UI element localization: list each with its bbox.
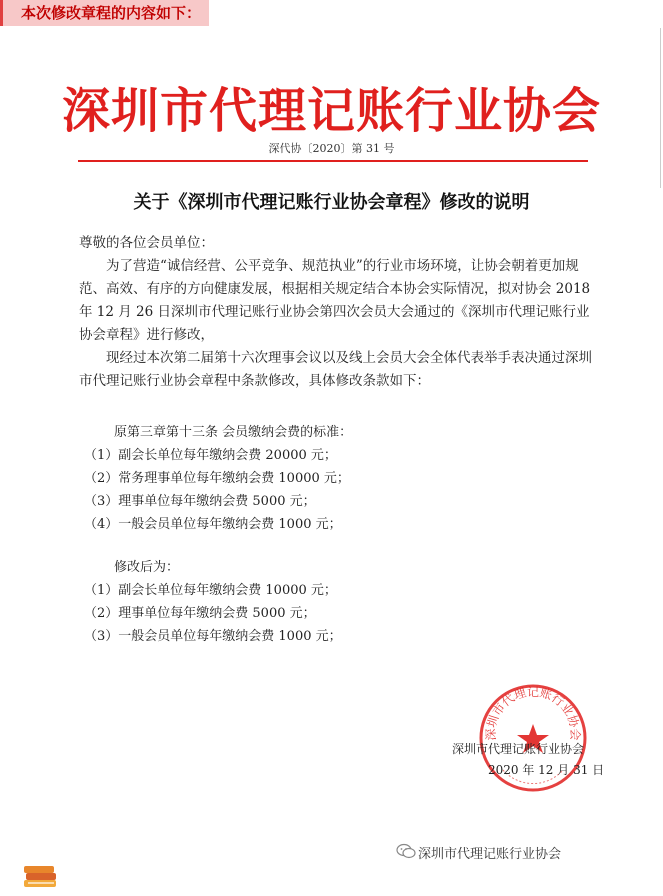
highlight-banner: 本次修改章程的内容如下： xyxy=(0,0,209,26)
revised-clause xyxy=(84,556,342,648)
letter-body xyxy=(79,232,595,393)
seal-text: 深圳市代理记账行业协会 xyxy=(483,684,583,741)
list-item: （1）副会长单位每年缴纳会费 20000 元； xyxy=(84,448,337,463)
list-item: （3）一般会员单位每年缴纳会费 1000 元； xyxy=(84,629,342,644)
list-item: （3）理事单位每年缴纳会费 5000 元； xyxy=(84,494,316,509)
list-item: （2）常务理事单位每年缴纳会费 10000 元； xyxy=(84,471,350,486)
original-clause xyxy=(84,421,352,536)
document-title: 关于《深圳市代理记账行业协会章程》修改的说明 xyxy=(133,192,530,213)
paragraph-resolution: 现经过本次第二届第十六次理事会议以及线上会员大会全体代表举手表决通过深圳市代理记账行业协会章程中条款修改，具体修改条款如下： xyxy=(79,350,592,389)
org-name-header: 深圳市代理记账行业协会 xyxy=(61,83,601,139)
book-stack-icon xyxy=(22,862,62,888)
list-item: （2）理事单位每年缴纳会费 5000 元； xyxy=(84,606,316,621)
wechat-account-name: 深圳市代理记账行业协会 xyxy=(418,847,562,862)
signature-org: 深圳市代理记账行业协会 xyxy=(452,742,585,756)
document-number: 深代协〔2020〕第 31 号 xyxy=(268,142,395,155)
header-divider xyxy=(78,160,588,162)
signature-date: 2020 年 12 月 31 日 xyxy=(488,763,605,777)
list-item: （4）一般会员单位每年缴纳会费 1000 元； xyxy=(84,517,342,532)
paragraph-purpose: 为了营造“诚信经营、公平竞争、规范执业”的行业市场环境，让协会朝着更加规范、高效、有序的方向健康发展，根据相关规定结合本协会实际情况，拟对协会 2018 年 12 月 26 日深圳市代理记账行业协会第四次会员大会通过的《深圳市代理记账行业协会章程》进行修改， xyxy=(79,258,591,343)
original-heading: 原第三章第十三条 会员缴纳会费的标准： xyxy=(114,425,353,440)
revised-heading: 修改后为： xyxy=(114,560,180,575)
salutation: 尊敬的各位会员单位： xyxy=(79,235,214,251)
list-item: （1）副会长单位每年缴纳会费 10000 元； xyxy=(84,583,337,598)
wechat-icon xyxy=(396,843,416,859)
